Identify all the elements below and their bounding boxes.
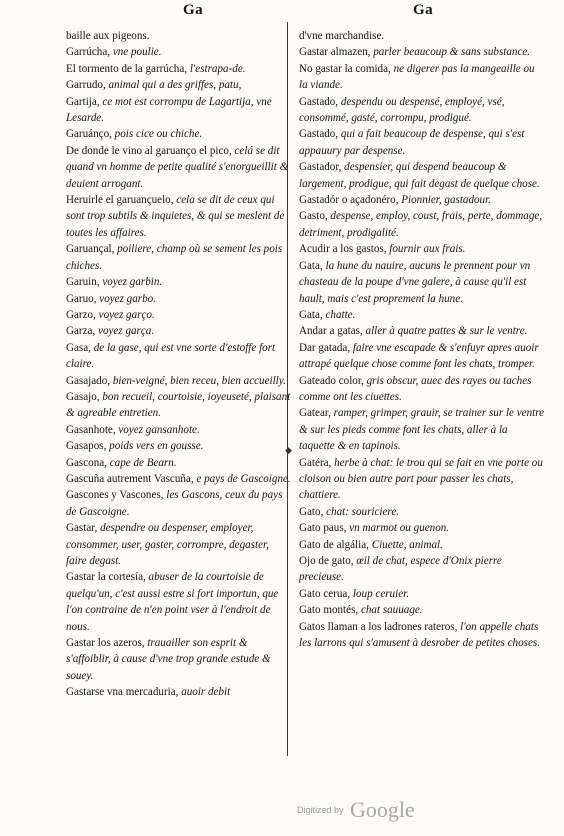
definition: voyez gansanhote. <box>115 423 200 436</box>
headword: Gasajado, <box>66 374 111 387</box>
dictionary-entry: d'vne marchandise. <box>299 30 385 42</box>
definition: gris obscur, auec des rayes ou taches comme ont les ciuettes. <box>299 374 532 403</box>
definition: voyez garbo. <box>96 292 156 305</box>
definition: chatte. <box>322 308 356 321</box>
left-column <box>66 28 292 701</box>
definition: fournir aux frais. <box>386 243 466 256</box>
definition: vne poulie. <box>110 46 162 59</box>
definition: cape de Bearn. <box>106 456 177 469</box>
dictionary-entry <box>66 274 292 290</box>
headword: Gastador, <box>299 161 342 174</box>
headword: Gastar los azeros, <box>66 637 145 650</box>
headword: Garrudo, <box>66 79 106 92</box>
dictionary-entry <box>66 307 292 323</box>
headword: Gastar, <box>66 522 98 535</box>
definition: chat sauuage. <box>358 604 423 617</box>
dictionary-entry <box>299 159 545 192</box>
dictionary-entry <box>66 569 292 635</box>
dictionary-entry <box>66 487 292 520</box>
headword: Gasto, <box>299 210 328 223</box>
definition: parler beaucoup & sans substance. <box>370 46 531 59</box>
dictionary-entry <box>66 126 292 142</box>
dictionary-entry <box>299 323 545 339</box>
headword: No gastar la comida, <box>299 62 391 75</box>
dictionary-entry <box>66 520 292 569</box>
definition: ramper, grimper, grauir, se trainer sur le ventre & sur les pieds comme font les chats, aller à la taquette & en tapinois. <box>299 407 545 453</box>
dictionary-entry <box>299 602 545 618</box>
headword: Gato montés, <box>299 604 359 617</box>
headword: Garrúcha, <box>66 46 111 59</box>
dictionary-entry <box>66 61 292 77</box>
dictionary-entry <box>66 684 292 700</box>
dictionary-entry <box>66 291 292 307</box>
dictionary-entry <box>66 241 292 274</box>
definition: e pays de Gascoigne. <box>193 472 291 485</box>
definition: bien-veigné, bien receu, bien accueilly. <box>110 374 286 387</box>
headword: Garzo, <box>66 308 96 321</box>
margin-mark: ◆ <box>285 445 292 455</box>
dictionary-entry <box>299 504 545 520</box>
definition: Ciuette, animal. <box>368 538 443 551</box>
dictionary-entry <box>299 586 545 602</box>
running-head-right: Ga <box>413 2 434 18</box>
headword: Gata, <box>299 259 323 272</box>
definition: vn marmot ou guenon. <box>346 522 450 535</box>
dictionary-entry <box>299 619 545 652</box>
dictionary-entry: baille aux pigeons. <box>66 30 150 42</box>
dictionary-entry <box>66 94 292 127</box>
dictionary-entry <box>299 520 545 536</box>
headword: Gatos llaman a los ladrones rateros, <box>299 620 458 633</box>
dictionary-entry <box>66 438 292 454</box>
headword: Gascuña autrement Vascuña, <box>66 472 194 485</box>
headword: Gastar la cortesía, <box>66 571 146 584</box>
dictionary-entry <box>299 455 545 504</box>
headword: Gartija, <box>66 95 100 108</box>
headword: Gasa, <box>66 341 91 354</box>
headword: Gatear, <box>299 407 331 420</box>
dictionary-entry <box>66 77 292 93</box>
headword: Garuánço, <box>66 128 112 141</box>
dictionary-entry <box>66 373 292 389</box>
definition: ce mot est corrompu de Lagartija, vne Lesarde. <box>66 95 272 125</box>
definition: qui a fait beaucoup de despense, qui s'est appauury par despense. <box>299 128 525 157</box>
dictionary-entry <box>299 208 545 241</box>
dictionary-entry <box>299 553 545 586</box>
dictionary-entry <box>66 455 292 471</box>
dictionary-entry <box>66 635 292 684</box>
dictionary-entry <box>299 258 545 307</box>
definition: aller à quatre pattes & sur le ventre. <box>362 325 528 338</box>
definition: despendu ou despensé, employé, vsé, consommé, gasté, corrompu, prodigué. <box>299 95 505 125</box>
dictionary-entry <box>299 44 545 60</box>
definition: chat: souriciere. <box>323 505 400 518</box>
definition: ne digerer pas la mangeaille ou la viande. <box>299 62 535 92</box>
dictionary-entry <box>66 323 292 339</box>
definition: voyez garbin. <box>99 276 163 289</box>
headword: Gasanhote, <box>66 423 116 436</box>
headword: Gata, <box>299 308 323 321</box>
headword: Gastarse vna mercaduria, <box>66 686 179 699</box>
headword: Gato cerua, <box>299 587 351 600</box>
headword: Gastado, <box>299 128 339 141</box>
definition: faire vne escapade & s'enfuyr apres auoir attrapé quelque chose comme font les chats, tromper. <box>299 341 539 371</box>
headword: Gateado color, <box>299 374 364 387</box>
definition: celá se dit quand vn homme de petite qualité s'enorgueillit & deuient arrogant. <box>66 144 289 190</box>
dictionary-entry <box>66 44 292 60</box>
dictionary-entry <box>66 471 292 487</box>
headword: Gascones y Vascones, <box>66 489 164 502</box>
headword: Gato, <box>299 505 324 518</box>
dictionary-entry <box>66 389 292 422</box>
definition: poiliere, champ où se sement les pois chiches. <box>66 243 283 272</box>
definition: herbe à chat: le trou qui se fait en vne porte ou cloison ou bien autre part pour passer les chats, chattiere. <box>299 456 543 502</box>
headword: Gastadór o açadonéro, <box>299 194 399 207</box>
digitized-footer <box>297 797 415 823</box>
headword: Gato de algália, <box>299 538 369 551</box>
definition: poids vers en gousse. <box>106 440 204 453</box>
headword: Garuo, <box>66 292 97 305</box>
headword: Gato paus, <box>299 522 347 535</box>
right-column <box>299 28 545 651</box>
definition: cela se dit de ceux qui sont trop subtils & inquietes, & qui se meslent de toutes les affaires. <box>66 194 285 239</box>
definition: voyez garço. <box>95 308 155 321</box>
definition: trauailler son esprit & s'affoiblir, à cause d'vne trop grande estude & souey. <box>66 637 271 682</box>
dictionary-entry <box>299 94 545 127</box>
headword: Gasajo, <box>66 390 100 403</box>
footer-prefix: Digitized by <box>297 805 344 815</box>
headword: Acudir a los gastos, <box>299 243 387 256</box>
definition: la hune du nauire, aucuns le prennent pour vn chasteau de la poupe d'vne galere, à cause qu'il est hault, mais c'est proprement la hune. <box>299 259 531 305</box>
definition: bon recueil, courtoisie, ioyeuseté, plaisant & agreable entretien. <box>66 390 291 420</box>
dictionary-entry <box>299 405 545 454</box>
definition: œil de chat, espece d'Onix pierre precieuse. <box>299 555 502 584</box>
headword: El tormento de la garrúcha, <box>66 62 188 75</box>
headword: Heruirle el garuançuelo, <box>66 194 174 207</box>
headword: Garuin, <box>66 276 100 289</box>
dictionary-entry <box>299 307 545 323</box>
headword: Gastar almazen, <box>299 46 371 59</box>
headword: Gasapos, <box>66 440 107 453</box>
dictionary-entry <box>66 340 292 373</box>
definition: l'on appelle chats les larrons qui s'amusent à desrober de petites choses. <box>299 620 540 650</box>
headword: Gastado, <box>299 95 339 108</box>
dictionary-entry <box>66 422 292 438</box>
headword: Gascona, <box>66 456 107 469</box>
definition: animal qui a des griffes, patu, <box>105 79 242 92</box>
definition: despense, employ, coust, frais, perte, dommage, detriment, prodigalité. <box>299 210 543 239</box>
headword: Gatéra, <box>299 456 332 469</box>
dictionary-entry <box>66 143 292 192</box>
dictionary-entry <box>299 340 545 373</box>
running-head-left: Ga <box>183 2 204 18</box>
definition: les Gascons, ceux du pays de Gascoigne. <box>66 489 283 518</box>
definition: loup ceruier. <box>350 587 409 600</box>
definition: abuser de la courtoisie de quelqu'un, c'est aussi estre si fort importun, que l'on contraine de n'en point vser à l'endroit de nous. <box>66 571 279 633</box>
dictionary-entry <box>299 537 545 553</box>
headword: De donde le vino al garuanço el pico, <box>66 144 232 157</box>
dictionary-entry <box>299 61 545 94</box>
dictionary-entry <box>299 126 545 159</box>
definition: Pionnier, gastadour. <box>398 194 491 207</box>
definition: pois cice ou chiche. <box>111 128 203 141</box>
definition: despendre ou despenser, employer, consommer, user, gaster, corrompre, degaster, faire degast. <box>66 522 269 567</box>
definition: despensier, qui despend beaucoup & largement, prodigue, qui fait degast de quelque chose. <box>299 161 540 190</box>
headword: Dar gatada, <box>299 341 351 354</box>
dictionary-entry <box>299 192 545 208</box>
definition: de la gase, qui est vne sorte d'estoffe fort claire. <box>66 341 276 371</box>
headword: Garuançal, <box>66 243 115 256</box>
definition: voyez garça. <box>95 325 155 338</box>
headword: Garza, <box>66 325 96 338</box>
dictionary-entry <box>299 373 545 406</box>
definition: l'estrapa-de. <box>187 62 246 75</box>
headword: Andar a gatas, <box>299 325 363 338</box>
dictionary-entry <box>66 192 292 241</box>
headword: Ojo de gato, <box>299 555 354 567</box>
google-logo: Google <box>350 797 415 822</box>
definition: auoir debit <box>178 686 231 699</box>
dictionary-entry <box>299 241 545 257</box>
